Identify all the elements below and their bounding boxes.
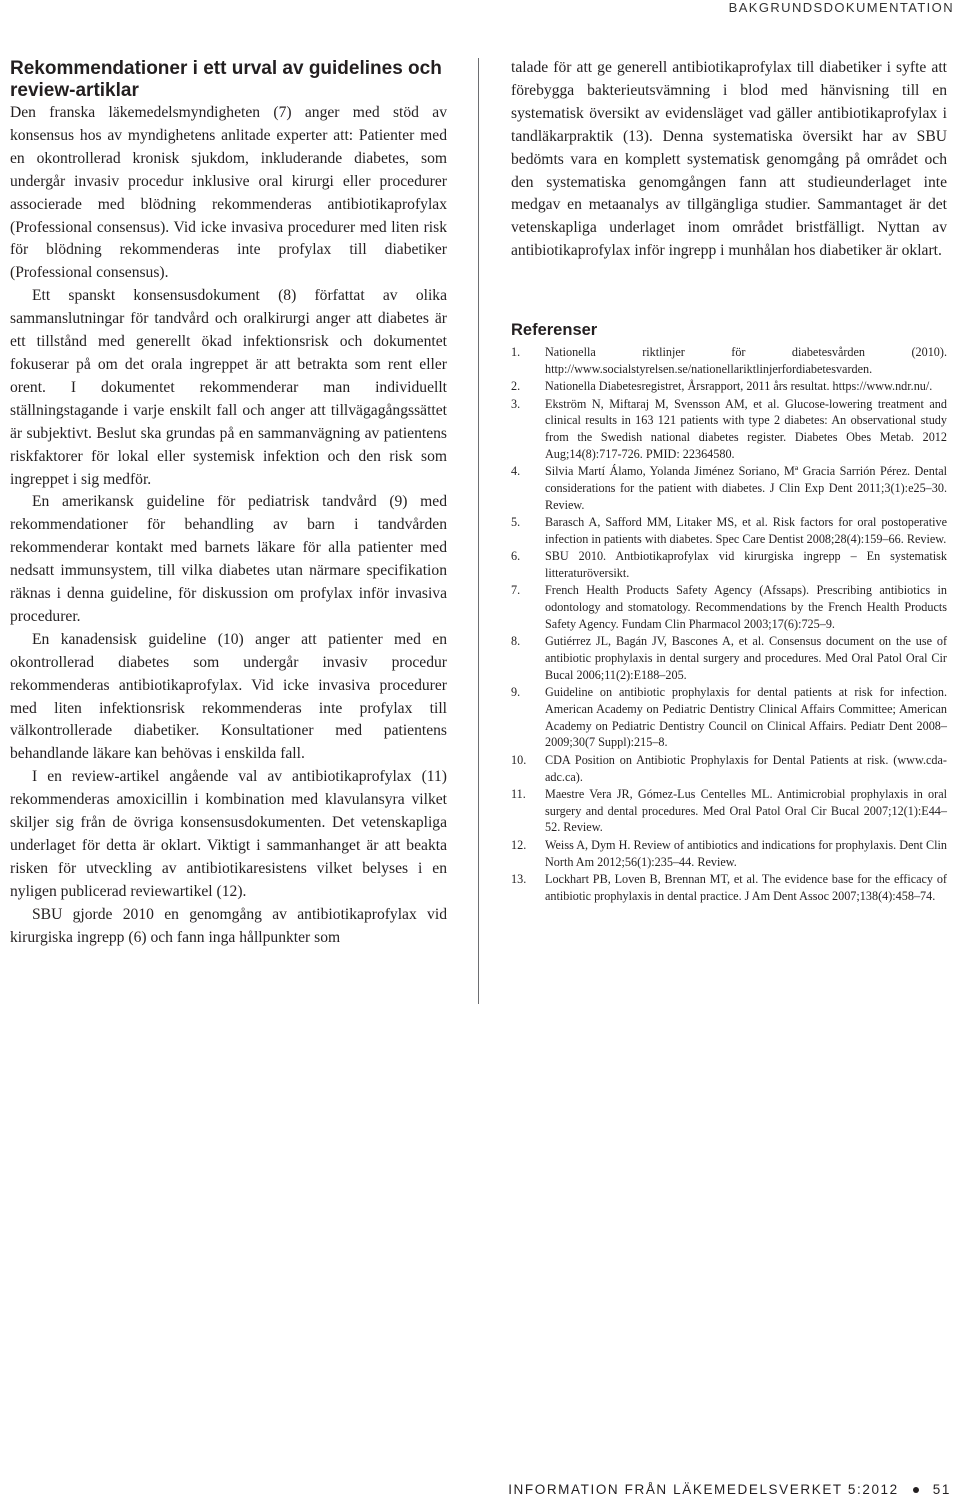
- reference-item: [511, 871, 947, 905]
- reference-item: [511, 786, 947, 836]
- reference-text: French Health Products Safety Agency (Afssaps). Prescribing antibiotics in odontology and stomatology. Recommendations by the French Health Products Safety Agency. Fundam Clin Pharmacol 2003;17(6):725–9.: [545, 583, 947, 631]
- reference-text: Nationella riktlinjer för diabetesvården (2010). http://www.socialstyrelsen.se/nationellariktlinjerfordiabetesvarden.: [545, 345, 947, 376]
- page-footer: [508, 1482, 951, 1497]
- left-column: [10, 58, 447, 950]
- reference-number: 7.: [511, 583, 521, 598]
- reference-number: 11.: [511, 786, 526, 801]
- right-column: [511, 57, 947, 905]
- body-paragraph-continued: talade för att ge generell antibiotikaprofylax till diabetiker i syfte att förebygga bakterieutsvämning i blod med hänvisning till en systematisk översikt av evidensläget vad gäller antibiotikaprofylax i tandläkarpraktik (13). Denna systematiska översikt har av SBU bedömts vara en komplett systematisk genomgång på området och den systematiska genomgången fann att studieunderlaget inte medgav en metaanalys av tillgängliga studier. Sammantaget är det vetenskapliga underlaget inom området bristfälligt. Nyttan av antibiotikaprofylax inför ingrepp i munhålan hos diabetiker är oklart.: [511, 59, 947, 260]
- reference-text: Barasch A, Safford MM, Litaker MS, et al. Risk factors for oral postoperative infection in patients with diabetes. Spec Care Dentist 2008;28(4):159–66. Review.: [545, 515, 947, 546]
- body-paragraph: En amerikansk guideline för pediatrisk tandvård (9) med rekommendationer för behandling av barn i tandvården rekommenderar kontakt med barnets läkare för alla patienter med nedsatt immunsystem, till vilka diabetes utan närmare specifikation räknas i denna guideline, för diskussion om profylax inför invasiva procedurer.: [10, 493, 447, 625]
- body-paragraph: I en review-artikel angående val av antibiotikaprofylax (11) rekommenderas amoxicillin i kombination med klavulansyra vilket skiljer sig från de övriga konsensusdokumenten. Det vetenskapliga underlaget för detta är oklart. Viktigt i sammanhanget är att beakta risken för utveckling av antibiotikaresistens vilket belyses i en nyligen publicerad reviewartikel (12).: [10, 768, 447, 900]
- reference-number: 12.: [511, 837, 527, 852]
- reference-item: [511, 837, 947, 871]
- publication-title: INFORMATION FRÅN LÄKEMEDELSVERKET 5:2012: [508, 1482, 899, 1497]
- reference-item: [511, 582, 947, 632]
- reference-text: Weiss A, Dym H. Review of antibiotics and indications for prophylaxis. Dent Clin North Am 2012;56(1):235–44. Review.: [545, 837, 947, 869]
- body-paragraph: SBU gjorde 2010 en genomgång av antibiotikaprofylax vid kirurgiska ingrepp (6) och fann inga hållpunkter som: [10, 905, 447, 946]
- reference-number: 9.: [511, 685, 521, 700]
- reference-text: Maestre Vera JR, Gómez-Lus Centelles ML. Antimicrobial prophylaxis in oral surgery and dental procedures. Med Oral Patol Oral Cir Bucal 2007;12(1):E44–52. Review.: [545, 786, 947, 835]
- reference-item: [511, 548, 947, 582]
- reference-number: 10.: [511, 752, 527, 767]
- reference-item: [511, 633, 947, 683]
- section-header: BAKGRUNDSDOKUMENTATION: [728, 0, 954, 15]
- reference-item: [511, 514, 947, 548]
- reference-number: 6.: [511, 549, 521, 564]
- page-number: 51: [932, 1482, 951, 1497]
- reference-text: Guideline on antibiotic prophylaxis for dental patients at risk for infection. American Academy on Pediatric Dentistry Clinical Affairs Committee; American Academy on Pediatric Dentistry Council on Clinical Affairs. Pediatr Dent 2008–2009;30(7 Suppl):215–8.: [545, 685, 947, 750]
- reference-text: Lockhart PB, Loven B, Brennan MT, et al. The evidence base for the efficacy of antibiotic prophylaxis in dental practice. J Am Dent Assoc 2007;138(4):458–74.: [545, 871, 947, 903]
- reference-number: 5.: [511, 515, 521, 530]
- reference-number: 2.: [511, 379, 521, 394]
- reference-number: 1.: [511, 345, 521, 360]
- reference-item: [511, 378, 947, 395]
- reference-text: Nationella Diabetesregistret, Årsrapport, 2011 års resultat. https://www.ndr.nu/.: [545, 379, 933, 394]
- reference-number: 13.: [511, 871, 527, 886]
- reference-number: 4.: [511, 464, 521, 479]
- reference-text: Silvia Martí Álamo, Yolanda Jiménez Soriano, Mª Gracia Sarrión Pérez. Dental considerations for the patient with diabetes. J Clin Exp Dent 2011;3(1):e25–30. Review.: [545, 464, 947, 512]
- body-paragraph: En kanadensisk guideline (10) anger att patienter med en okontrollerad diabetes som undergår invasiv procedur rekommenderas antibiotikaprofylax. Vid icke invasiva procedurer med liten infektionsrisk rekommenderas inte profylax till välkontrollerade diabetiker. Konsultationer med patientens behandlande läkare kan behövas i enskilda fall.: [10, 630, 447, 763]
- reference-number: 8.: [511, 634, 521, 649]
- reference-item: [511, 463, 947, 513]
- column-divider: [478, 58, 479, 1004]
- body-paragraph: Ett spanskt konsensusdokument (8) författat av olika sammanslutningar för tandvård och oralkirurgi anger att diabetes är ett tillstånd med generellt ökad infektionsrisk och dokumentet fokuserar på om det orala ingreppet är att betrakta som rent eller orent. I dokumentet rekommenderar man individuellt ställningstagande i varje enskilt fall och anger att tillvägagångssättet är subjektivt. Beslut ska grundas på en sammanvägning av patientens riskfaktorer för lokal eller systemisk infektion och den risk som ingreppet i sig medför.: [10, 287, 447, 488]
- reference-text: Gutiérrez JL, Bagán JV, Bascones A, et al. Consensus document on the use of antibiotic prophylaxis in dental surgery and procedures. Med Oral Patol Oral Cir Bucal 2006;11(2):E188–205.: [545, 634, 947, 682]
- reference-text: Ekström N, Miftaraj M, Svensson AM, et al. Glucose-lowering treatment and clinical results in 163 121 patients with type 2 diabetes: An observational study from the Swedish national diabetes register. Diabetes Obes Metab. 2012 Aug;14(8):717-726. PMID: 22364580.: [545, 396, 947, 461]
- reference-item: [511, 684, 947, 751]
- section-heading: Rekommendationer i ett urval av guidelines och review-artiklar: [10, 58, 442, 101]
- reference-item: [511, 344, 947, 378]
- references-heading: Referenser: [511, 321, 598, 340]
- reference-item: [511, 752, 947, 786]
- references-list: [511, 344, 947, 904]
- reference-text: SBU 2010. Antbiotikaprofylax vid kirurgiska ingrepp – En systematisk litteraturöversikt.: [545, 549, 947, 581]
- body-paragraph: Den franska läkemedelsmyndigheten (7) anger med stöd av konsensus hos av myndighetens anlitade experter att: Patienter med en okontrollerad kronisk sjukdom, inkluderande diabetes, som undergår invasiv procedur inklusive oral kirurgi eller procedurer associerade med blödning rekommenderas antibiotikaprofylax (Professional consensus). Vid icke invasiva procedurer med liten risk för blödning rekommenderas inte profylax till diabetiker (Professional consensus).: [10, 104, 447, 282]
- reference-number: 3.: [511, 396, 521, 411]
- bullet-separator-icon: [913, 1487, 919, 1493]
- reference-item: [511, 396, 947, 463]
- reference-text: CDA Position on Antibiotic Prophylaxis for Dental Patients at risk. (www.cda-adc.ca).: [545, 752, 947, 784]
